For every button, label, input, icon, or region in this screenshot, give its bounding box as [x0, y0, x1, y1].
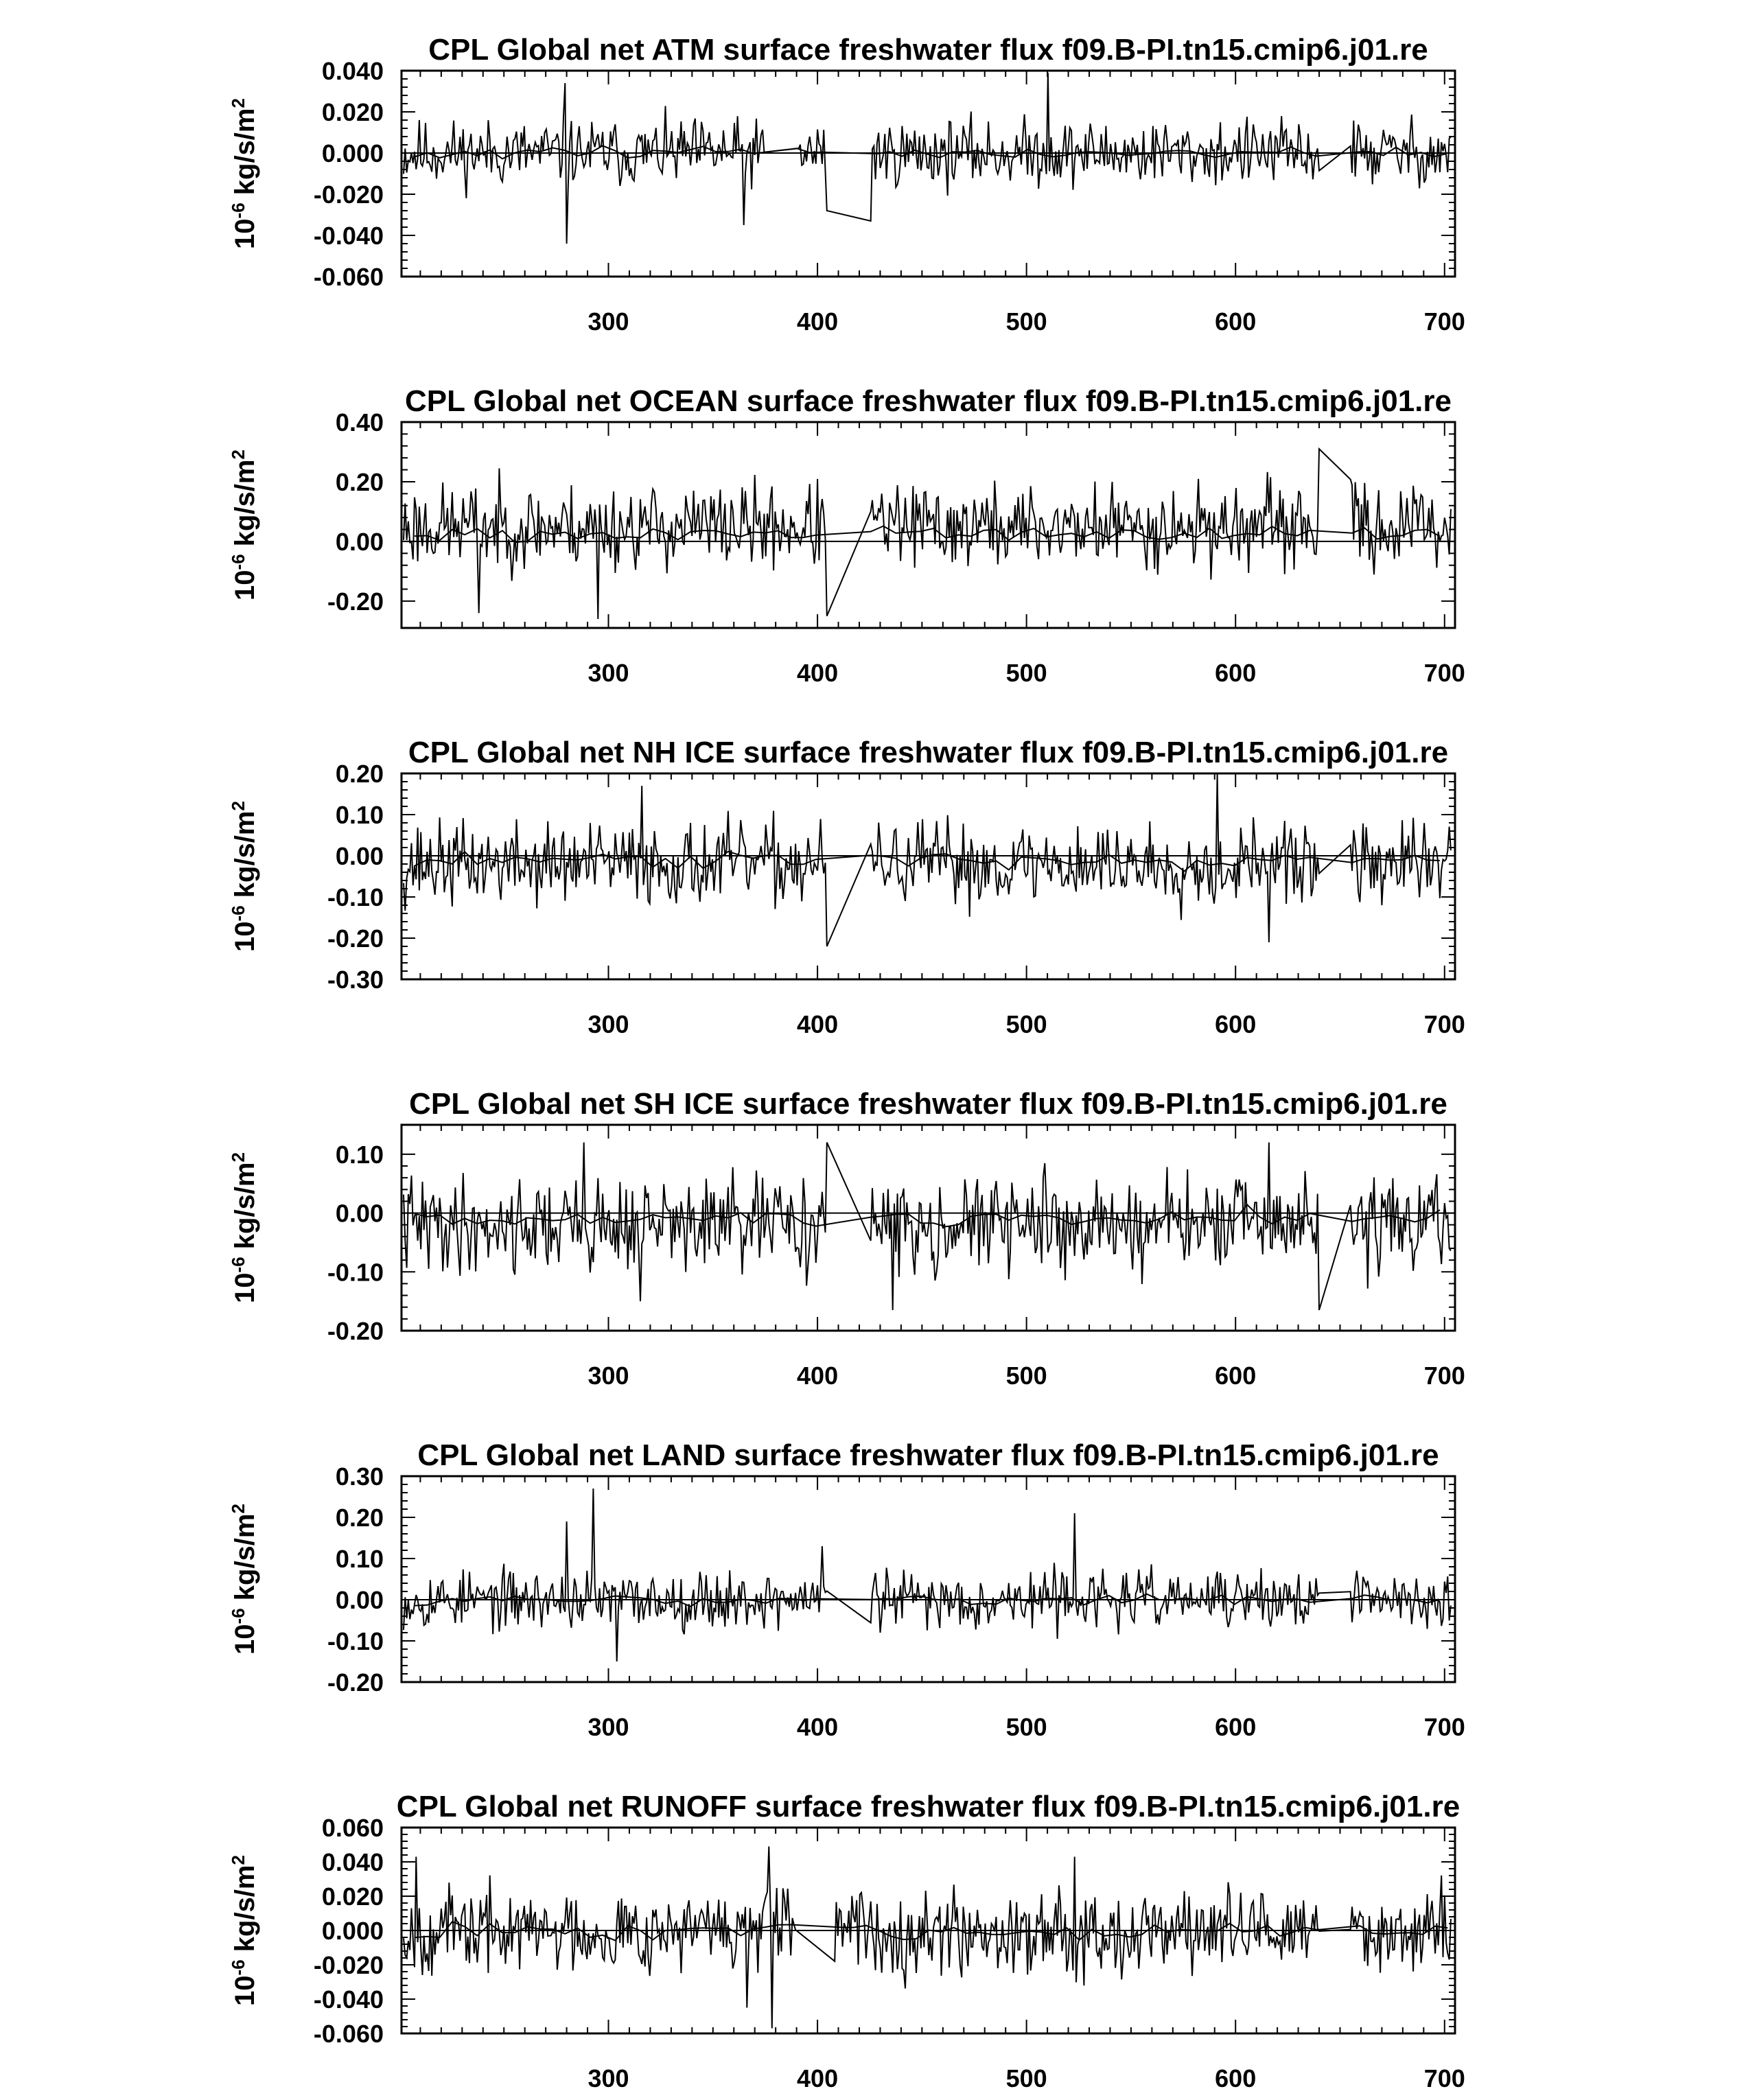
y-tick-label: -0.10 — [327, 1627, 384, 1655]
y-tick-label: -0.020 — [313, 1951, 384, 1979]
y-tick-label: 0.20 — [335, 760, 384, 788]
x-tick-label: 700 — [1423, 1362, 1465, 1390]
y-axis-label: $10^{-6}$ $kg/s/m^2$ — [228, 1504, 260, 1655]
x-tick-label: 300 — [587, 1713, 629, 1741]
chart-title: CPL Global net SH ICE surface freshwater flux f09.B-PI.tn15.cmip6.j01.re — [409, 1087, 1447, 1121]
x-tick-label: 400 — [797, 1713, 839, 1741]
y-tick-label: 0.10 — [335, 801, 384, 829]
y-tick-label: -0.060 — [313, 2020, 384, 2048]
y-tick-label: 0.30 — [335, 1462, 384, 1491]
y-tick-label: 0.000 — [321, 139, 384, 167]
y-axis-label: $10^{-6}$ $kg/s/m^2$ — [228, 1152, 260, 1303]
x-tick-label: 400 — [797, 2064, 839, 2092]
y-axis-label: $10^{-6}$ $kg/s/m^2$ — [228, 98, 260, 249]
chart-title: CPL Global net RUNOFF surface freshwater flux f09.B-PI.tn15.cmip6.j01.re — [396, 1790, 1461, 1823]
y-tick-label: 0.000 — [321, 1917, 384, 1945]
x-tick-label: 500 — [1005, 1362, 1047, 1390]
y-axis-label: $10^{-6}$ $kg/s/m^2$ — [228, 801, 260, 952]
x-tick-label: 400 — [797, 1010, 839, 1038]
y-tick-label: -0.040 — [313, 222, 384, 250]
x-tick-label: 600 — [1215, 1362, 1257, 1390]
x-tick-label: 300 — [587, 307, 629, 336]
y-tick-label: -0.020 — [313, 180, 384, 209]
x-tick-label: 500 — [1005, 307, 1047, 336]
x-tick-label: 300 — [587, 659, 629, 687]
y-axis-label: $10^{-6}$ $kg/s/m^2$ — [228, 1855, 260, 2006]
y-tick-label: -0.20 — [327, 1317, 384, 1345]
x-tick-label: 500 — [1005, 1010, 1047, 1038]
y-tick-label: 0.00 — [335, 842, 384, 870]
y-tick-label: 0.40 — [335, 408, 384, 436]
y-tick-label: 0.10 — [335, 1545, 384, 1573]
x-tick-label: 400 — [797, 659, 839, 687]
x-tick-label: 700 — [1423, 307, 1465, 336]
x-tick-label: 500 — [1005, 659, 1047, 687]
y-tick-label: 0.00 — [335, 527, 384, 556]
chart-title: CPL Global net ATM surface freshwater flux f09.B-PI.tn15.cmip6.j01.re — [428, 33, 1428, 67]
y-tick-label: -0.20 — [327, 587, 384, 616]
y-tick-label: 0.20 — [335, 467, 384, 496]
x-tick-label: 500 — [1005, 2064, 1047, 2092]
y-tick-label: -0.10 — [327, 1258, 384, 1287]
y-tick-label: -0.20 — [327, 1668, 384, 1696]
y-tick-label: -0.10 — [327, 883, 384, 911]
y-tick-label: -0.040 — [313, 1985, 384, 2014]
x-tick-label: 600 — [1215, 307, 1257, 336]
x-tick-label: 300 — [587, 1010, 629, 1038]
y-tick-label: 0.10 — [335, 1140, 384, 1169]
y-tick-label: -0.20 — [327, 924, 384, 953]
x-tick-label: 400 — [797, 307, 839, 336]
x-tick-label: 600 — [1215, 659, 1257, 687]
x-tick-label: 600 — [1215, 1010, 1257, 1038]
x-tick-label: 700 — [1423, 659, 1465, 687]
y-tick-label: 0.20 — [335, 1504, 384, 1532]
y-tick-label: 0.040 — [321, 57, 384, 85]
y-tick-label: -0.30 — [327, 966, 384, 994]
y-tick-label: 0.020 — [321, 1882, 384, 1911]
x-tick-label: 700 — [1423, 1010, 1465, 1038]
chart-title: CPL Global net LAND surface freshwater flux f09.B-PI.tn15.cmip6.j01.re — [417, 1438, 1439, 1472]
chart-title: CPL Global net OCEAN surface freshwater flux f09.B-PI.tn15.cmip6.j01.re — [405, 384, 1452, 418]
y-axis-label: $10^{-6}$ $kg/s/m^2$ — [228, 450, 260, 600]
y-tick-label: 0.060 — [321, 1814, 384, 1842]
x-tick-label: 700 — [1423, 2064, 1465, 2092]
y-tick-label: 0.020 — [321, 98, 384, 126]
x-tick-label: 300 — [587, 2064, 629, 2092]
y-tick-label: -0.060 — [313, 263, 384, 291]
y-tick-label: 0.00 — [335, 1586, 384, 1614]
x-tick-label: 500 — [1005, 1713, 1047, 1741]
x-tick-label: 600 — [1215, 2064, 1257, 2092]
chart-title: CPL Global net NH ICE surface freshwater flux f09.B-PI.tn15.cmip6.j01.re — [408, 736, 1449, 769]
y-tick-label: 0.00 — [335, 1199, 384, 1228]
x-tick-label: 700 — [1423, 1713, 1465, 1741]
x-tick-label: 300 — [587, 1362, 629, 1390]
y-tick-label: 0.040 — [321, 1848, 384, 1876]
x-tick-label: 400 — [797, 1362, 839, 1390]
x-tick-label: 600 — [1215, 1713, 1257, 1741]
